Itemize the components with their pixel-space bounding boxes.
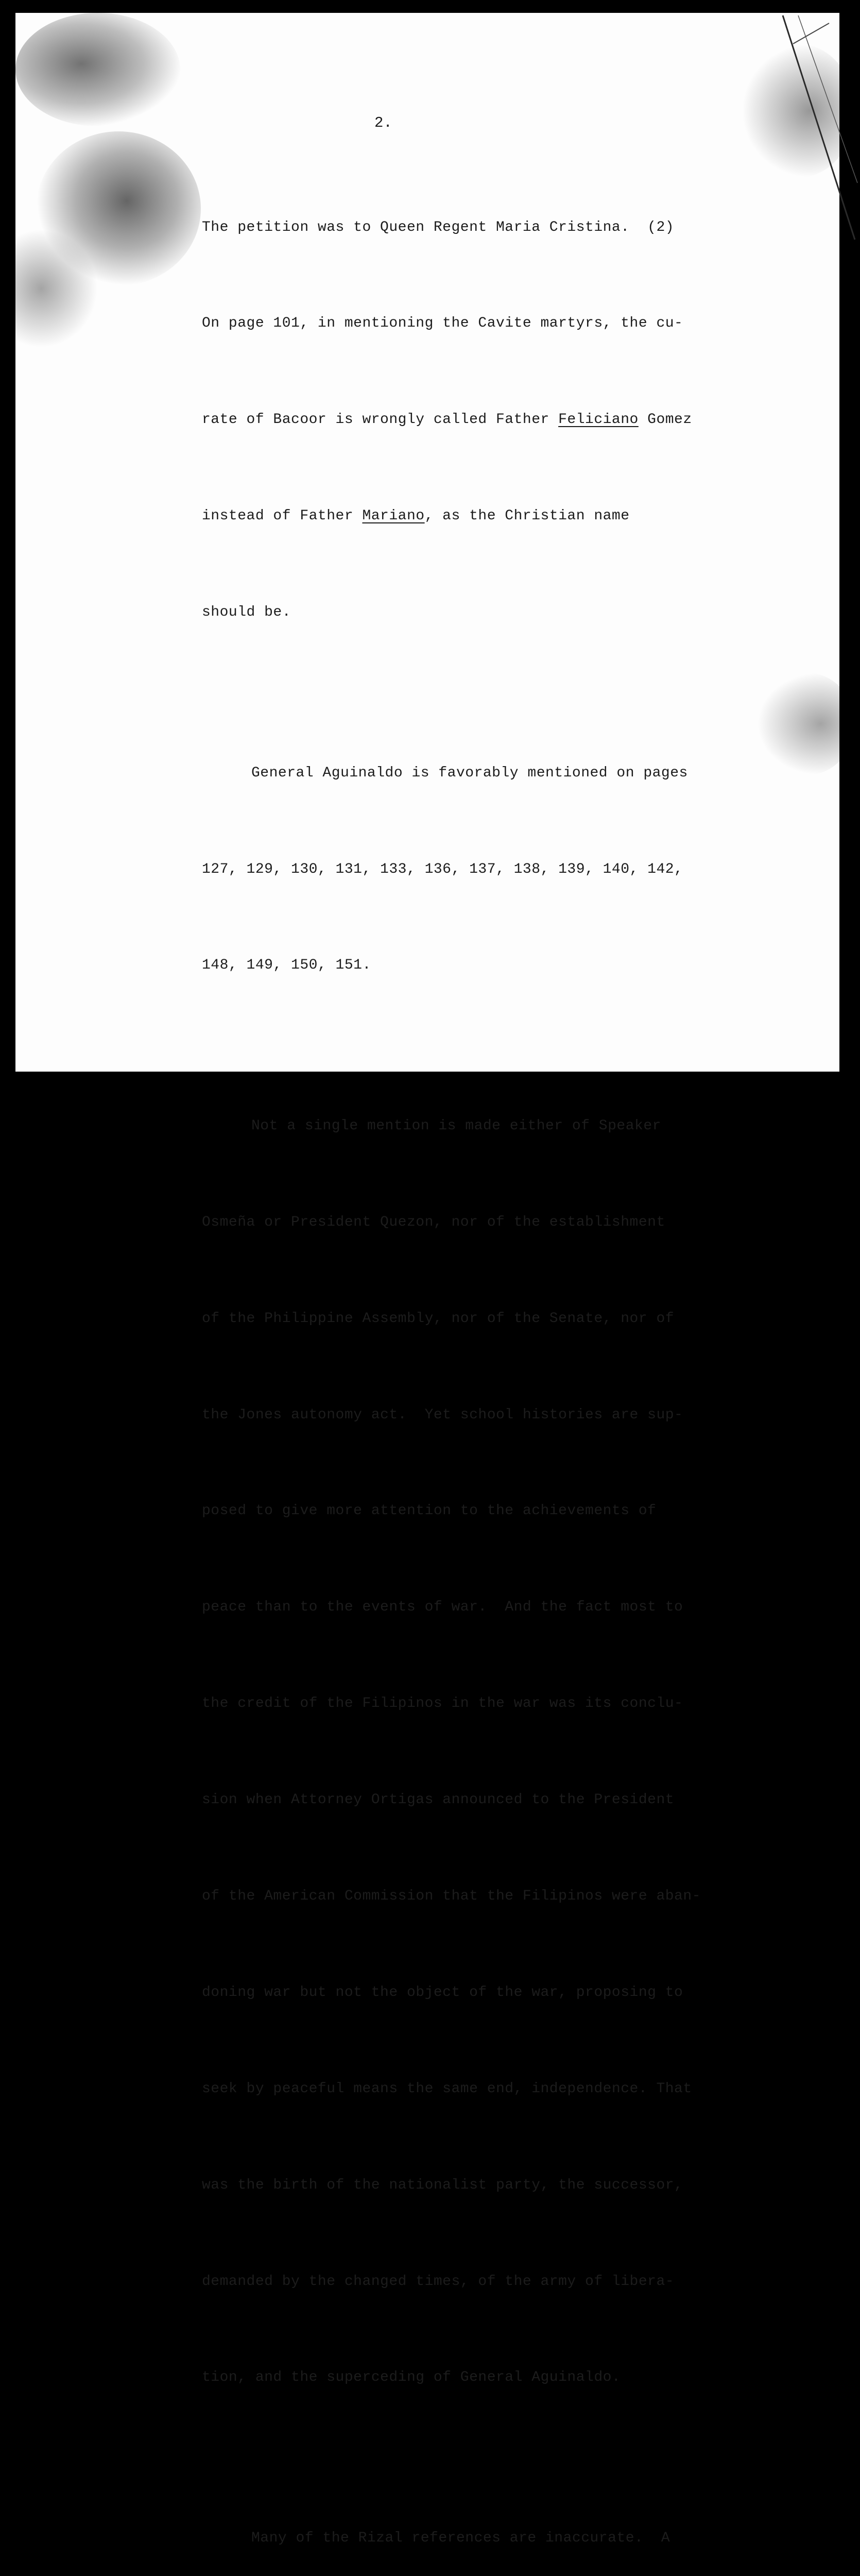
ink-stain <box>15 13 180 126</box>
text-line: Not a single mention is made either of Speaker <box>251 1117 661 1134</box>
text-line: 127, 129, 130, 131, 133, 136, 137, 138, 139, 140, 142, <box>202 861 683 877</box>
paragraph <box>202 693 763 1046</box>
text-line: posed to give more attention to the achievements of <box>202 1503 657 1519</box>
ink-stain <box>757 672 855 775</box>
ink-stain <box>0 229 98 348</box>
text-line: the Jones autonomy act. Yet school histories are sup- <box>202 1406 683 1423</box>
paragraph <box>202 147 763 693</box>
paragraph <box>202 2458 763 2576</box>
paragraph <box>202 1046 763 2458</box>
text-line: the credit of the Filipinos in the war was its conclu- <box>202 1696 683 1712</box>
text-line-with-underline <box>202 404 763 436</box>
text-line: General Aguinaldo is favorably mentioned on pages <box>251 765 688 781</box>
ink-stain <box>36 131 201 286</box>
text-line: sion when Attorney Ortigas announced to the President <box>202 1792 675 1808</box>
text-line: doning war but not the object of the war, proposing to <box>202 1984 683 2001</box>
page-crease <box>778 13 860 255</box>
text-fragment: , as the Christian name <box>424 508 630 524</box>
text-line: Osmeña or President Quezon, nor of the establishment <box>202 1214 665 1230</box>
text-fragment: Gomez <box>638 412 692 428</box>
text-line: should be. <box>202 604 291 621</box>
text-line: The petition was to Queen Regent Maria Cristina. (2) <box>202 219 675 235</box>
text-line: of the Philippine Assembly, nor of the Senate, nor of <box>202 1310 675 1327</box>
text-line: peace than to the events of war. And the fact most to <box>202 1599 683 1616</box>
underlined-name-mariano: Mariano <box>362 508 425 524</box>
underlined-name-feliciano: Feliciano <box>558 412 639 428</box>
text-line: Many of the Rizal references are inaccurate. A <box>251 2530 670 2546</box>
text-line: On page 101, in mentioning the Cavite martyrs, the cu- <box>202 315 683 332</box>
text-line: tion, and the superceding of General Aguinaldo. <box>202 2369 621 2386</box>
typed-text-body <box>202 147 763 2576</box>
text-line: demanded by the changed times, of the army of libera- <box>202 2273 675 2290</box>
text-fragment: instead of Father <box>202 508 363 524</box>
text-line: of the American Commission that the Filipinos were aban- <box>202 1888 701 1905</box>
text-line: seek by peaceful means the same end, independence. That <box>202 2080 692 2097</box>
page-number: 2. <box>374 114 392 131</box>
text-line-with-underline <box>202 500 763 532</box>
text-line: 148, 149, 150, 151. <box>202 957 371 974</box>
text-line: was the birth of the nationalist party, the successor, <box>202 2177 683 2193</box>
text-fragment: rate of Bacoor is wrongly called Father <box>202 412 559 428</box>
